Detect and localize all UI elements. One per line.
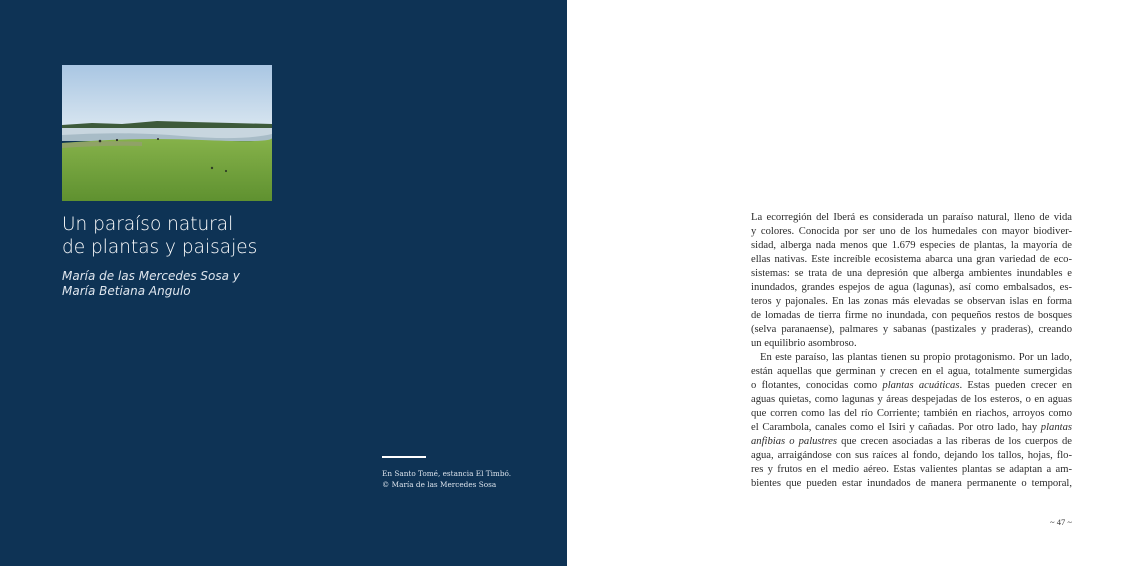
- landscape-photo: [62, 65, 272, 201]
- italic-term: anfibias o palustres: [751, 436, 838, 447]
- text-line: La ecorregión del Iberá es considerada un paraíso natural, lleno de vida: [751, 212, 1072, 223]
- text-line: ellas nativas. Este increíble ecosistema abarca una gran variedad de eco-: [751, 254, 1072, 265]
- text-run: o flotantes, conocidas como: [751, 380, 883, 391]
- author-line-1: María de las Mercedes Sosa y: [62, 269, 240, 283]
- caption-divider: [382, 456, 426, 458]
- chapter-title: [62, 213, 322, 259]
- right-page: [567, 0, 1133, 566]
- text-line: un equilibrio asombroso.: [751, 338, 857, 349]
- text-line: res y frutos en el medio aéreo. Estas valientes plantas se adaptan a am-: [751, 464, 1072, 475]
- text-line: agua, arraigándose con sus raíces al fondo, dejando los tallos, hojas, flo-: [751, 450, 1072, 461]
- text-run: . Estas pueden crecer en: [959, 380, 1072, 391]
- text-line: bientes que pueden estar inundados de manera permanente o temporal,: [751, 478, 1072, 489]
- page-number: ~ 47 ~: [1050, 517, 1072, 527]
- caption-line-1: En Santo Tomé, estancia El Timbó.: [382, 469, 512, 478]
- text-line: que corren como las del río Corriente; también en riachos, arroyos como: [751, 408, 1072, 419]
- title-line-2: de plantas y paisajes: [62, 237, 258, 258]
- italic-term: plantas acuáticas: [882, 380, 960, 391]
- title-line-1: Un paraíso natural: [62, 214, 234, 235]
- author-line-2: María Betiana Angulo: [62, 284, 191, 298]
- text-line: teros y pajonales. En las zonas más elevadas se observan islas en forma: [751, 296, 1072, 307]
- text-line: de lomadas de tierra firme no inundada, con pequeños restos de bosques: [751, 310, 1072, 321]
- text-line: sidad, alberga nada menos que 1.679 especies de plantas, la mayoría de: [751, 240, 1072, 251]
- body-text: [751, 211, 1072, 491]
- text-run: que crecen asociadas a las riberas de los cuerpos de: [837, 436, 1072, 447]
- text-line: inundados, grandes espejos de agua (lagunas), así como embalsados, es-: [751, 282, 1072, 293]
- caption-line-2: © María de las Mercedes Sosa: [382, 480, 497, 489]
- text-line: [751, 435, 1072, 449]
- text-line: y colores. Conocida por ser uno de los humedales con mayor biodiver-: [751, 226, 1072, 237]
- text-line: [751, 421, 1072, 435]
- text-line: (selva paranaense), palmares y sabanas (pastizales y praderas), creando: [751, 324, 1072, 335]
- text-line: sistemas: se trata de una depresión que alberga ambientes inundables e: [751, 268, 1072, 279]
- text-line: aguas quietas, como lagunas y áreas despejadas de los esteros, o en aguas: [751, 394, 1072, 405]
- text-run: el Carambola, canales como el Isiri y cañadas. Por otro lado, hay: [751, 422, 1041, 433]
- photo-caption: [382, 468, 552, 490]
- text-line: En este paraíso, las plantas tienen su propio protagonismo. Por un lado,: [760, 352, 1072, 363]
- text-line: [751, 379, 1072, 393]
- italic-term: plantas: [1040, 422, 1072, 433]
- text-line: están aquellas que germinan y crecen en el agua, totalmente sumergidas: [751, 366, 1072, 377]
- chapter-authors: [62, 269, 322, 299]
